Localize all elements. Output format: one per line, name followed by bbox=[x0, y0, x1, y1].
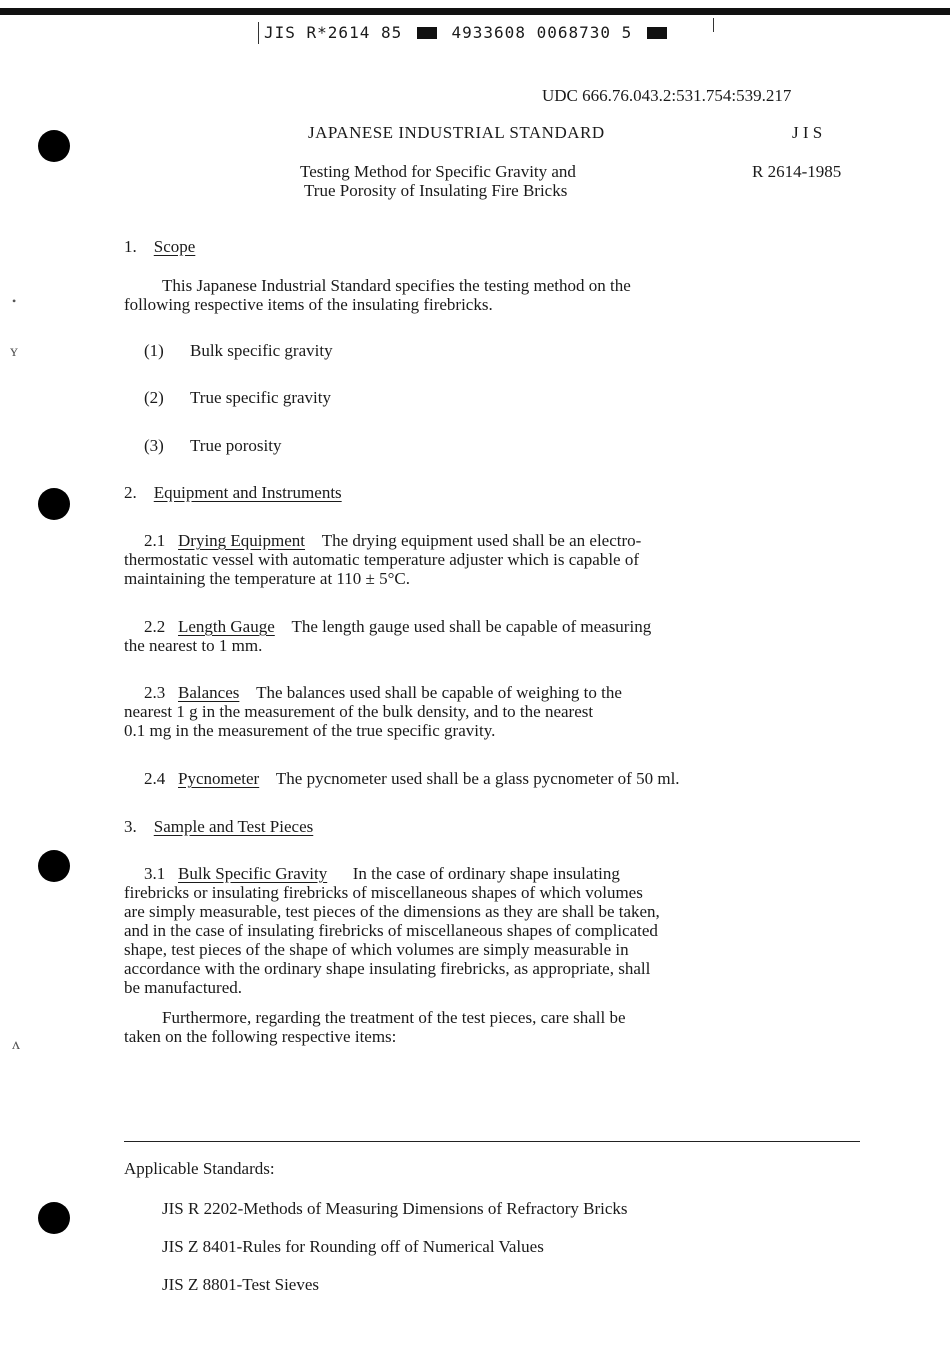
header-code-right: 4933608 0068730 5 bbox=[451, 23, 633, 42]
footnote-divider bbox=[124, 1141, 860, 1142]
subsection-3-1: 3.1 Bulk Specific Gravity In the case of ordinary shape insulating bbox=[144, 864, 620, 883]
subsection-2-1-line2: thermostatic vessel with automatic temperature adjuster which is capable of bbox=[124, 550, 640, 569]
scan-mark: ʏ bbox=[10, 343, 18, 360]
section-1-heading bbox=[124, 237, 195, 256]
binder-hole bbox=[38, 488, 70, 520]
scan-top-bar bbox=[0, 8, 950, 15]
applicable-standard-item: JIS Z 8801-Test Sieves bbox=[162, 1275, 319, 1294]
section-3-heading bbox=[124, 817, 313, 836]
scope-para-line2: following respective items of the insulating firebricks. bbox=[124, 295, 493, 314]
section-number: 1. bbox=[124, 237, 137, 256]
jis-mark: J I S bbox=[792, 123, 823, 142]
header-block-mark bbox=[417, 27, 437, 39]
standard-title: JAPANESE INDUSTRIAL STANDARD bbox=[308, 123, 605, 142]
header-code bbox=[258, 22, 671, 44]
subsection-3-1-line7: be manufactured. bbox=[124, 978, 242, 997]
scan-mark: ʌ bbox=[12, 1036, 20, 1053]
subsection-2-1-line3: maintaining the temperature at 110 ± 5°C. bbox=[124, 569, 411, 588]
binder-hole bbox=[38, 850, 70, 882]
binder-hole bbox=[38, 1202, 70, 1234]
header-code-left: JIS R*2614 85 bbox=[264, 23, 403, 42]
binder-hole bbox=[38, 130, 70, 162]
subsection-3-1-line3: are simply measurable, test pieces of the dimensions as they are shall be taken, bbox=[124, 902, 660, 921]
section-title: Equipment and Instruments bbox=[153, 483, 342, 502]
applicable-standards-heading: Applicable Standards: bbox=[124, 1159, 275, 1178]
header-block-mark bbox=[647, 27, 667, 39]
section-title: Scope bbox=[153, 237, 196, 256]
applicable-standard-item: JIS Z 8401-Rules for Rounding off of Numerical Values bbox=[162, 1237, 544, 1256]
furthermore-line2: taken on the following respective items: bbox=[124, 1027, 397, 1046]
subsection-2-3-line3: 0.1 mg in the measurement of the true specific gravity. bbox=[124, 721, 496, 740]
subsection-3-1-line4: and in the case of insulating firebricks of miscellaneous shapes of complicated bbox=[124, 921, 658, 940]
list-item: (3) True porosity bbox=[144, 436, 282, 455]
subsection-2-4: 2.4 Pycnometer The pycnometer used shall be a glass pycnometer of 50 ml. bbox=[144, 769, 680, 788]
section-number: 3. bbox=[124, 817, 137, 836]
furthermore-line1: Furthermore, regarding the treatment of the test pieces, care shall be bbox=[162, 1008, 626, 1027]
subsection-2-2-line2: the nearest to 1 mm. bbox=[124, 636, 263, 655]
subsection-3-1-line6: accordance with the ordinary shape insulating firebricks, as appropriate, shall bbox=[124, 959, 651, 978]
subsection-2-3: 2.3 Balances The balances used shall be capable of weighing to the bbox=[144, 683, 622, 702]
subsection-3-1-line2: firebricks or insulating firebricks of miscellaneous shapes of which volumes bbox=[124, 883, 643, 902]
subsection-3-1-line5: shape, test pieces of the shape of which volumes are simply measurable in bbox=[124, 940, 629, 959]
subsection-2-3-line2: nearest 1 g in the measurement of the bulk density, and to the nearest bbox=[124, 702, 594, 721]
section-title: Sample and Test Pieces bbox=[153, 817, 314, 836]
applicable-standard-item: JIS R 2202-Methods of Measuring Dimensions of Refractory Bricks bbox=[162, 1199, 628, 1218]
list-item: (1) Bulk specific gravity bbox=[144, 341, 333, 360]
doc-number: R 2614-1985 bbox=[752, 162, 842, 181]
doc-title-line2: True Porosity of Insulating Fire Bricks bbox=[304, 181, 568, 200]
scope-para-line1: This Japanese Industrial Standard specifies the testing method on the bbox=[162, 276, 631, 295]
list-item: (2) True specific gravity bbox=[144, 388, 332, 407]
subsection-2-2: 2.2 Length Gauge The length gauge used shall be capable of measuring bbox=[144, 617, 652, 636]
doc-title-line1: Testing Method for Specific Gravity and bbox=[300, 162, 576, 181]
header-tick bbox=[713, 18, 714, 32]
scan-mark: • bbox=[12, 294, 17, 308]
section-number: 2. bbox=[124, 483, 137, 502]
udc-code: UDC 666.76.043.2:531.754:539.217 bbox=[542, 86, 792, 105]
subsection-2-1: 2.1 Drying Equipment The drying equipment used shall be an electro- bbox=[144, 531, 642, 550]
section-2-heading bbox=[124, 483, 342, 502]
